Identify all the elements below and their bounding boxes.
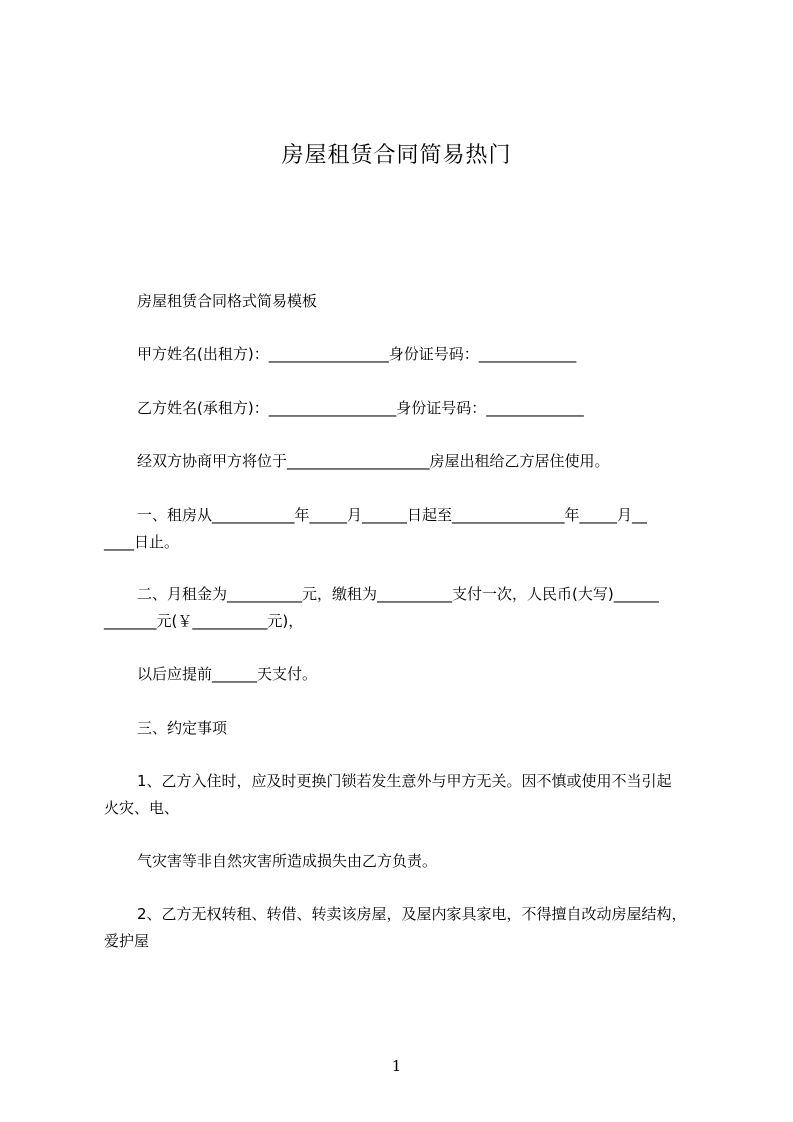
document-title: 房屋租赁合同简易热门 xyxy=(281,143,512,168)
term-two-continued: 爱护屋 xyxy=(104,932,150,950)
clause-one-line: 一、租房从___________年_____月______日起至_______________年_____月__ xyxy=(137,506,648,524)
page-number: 1 xyxy=(391,1057,402,1075)
property-location-line: 经双方协商甲方将位于___________________房屋出租给乙方居住使用。 xyxy=(137,452,610,470)
term-one-line: 1、乙方入住时，应及时更换门锁若发生意外与甲方无关。因不慎或使用不当引起 xyxy=(137,772,672,790)
subtitle-line: 房屋租赁合同格式简易模板 xyxy=(137,292,318,310)
advance-payment-line: 以后应提前______天支付。 xyxy=(137,665,318,683)
party-b-line: 乙方姓名(承租方)：_________________身份证号码：_____________ xyxy=(137,399,584,417)
clause-two-line: 二、月租金为__________元，缴租为__________支付一次，人民币(大写)______ xyxy=(137,585,659,603)
clause-two-continued: _______元(￥__________元)， xyxy=(104,612,304,630)
party-a-line: 甲方姓名(出租方)：________________身份证号码：_____________ xyxy=(137,345,577,363)
term-one-continued-2: 气灾害等非自然灾害所造成损失由乙方负责。 xyxy=(137,852,438,870)
term-one-continued: 火灾、电、 xyxy=(104,799,180,817)
clause-one-continued: ____日止。 xyxy=(104,533,180,551)
term-two-line: 2、乙方无权转租、转借、转卖该房屋，及屋内家具家电，不得擅自改动房屋结构， xyxy=(137,905,687,923)
section-three-heading: 三、约定事项 xyxy=(137,719,228,737)
